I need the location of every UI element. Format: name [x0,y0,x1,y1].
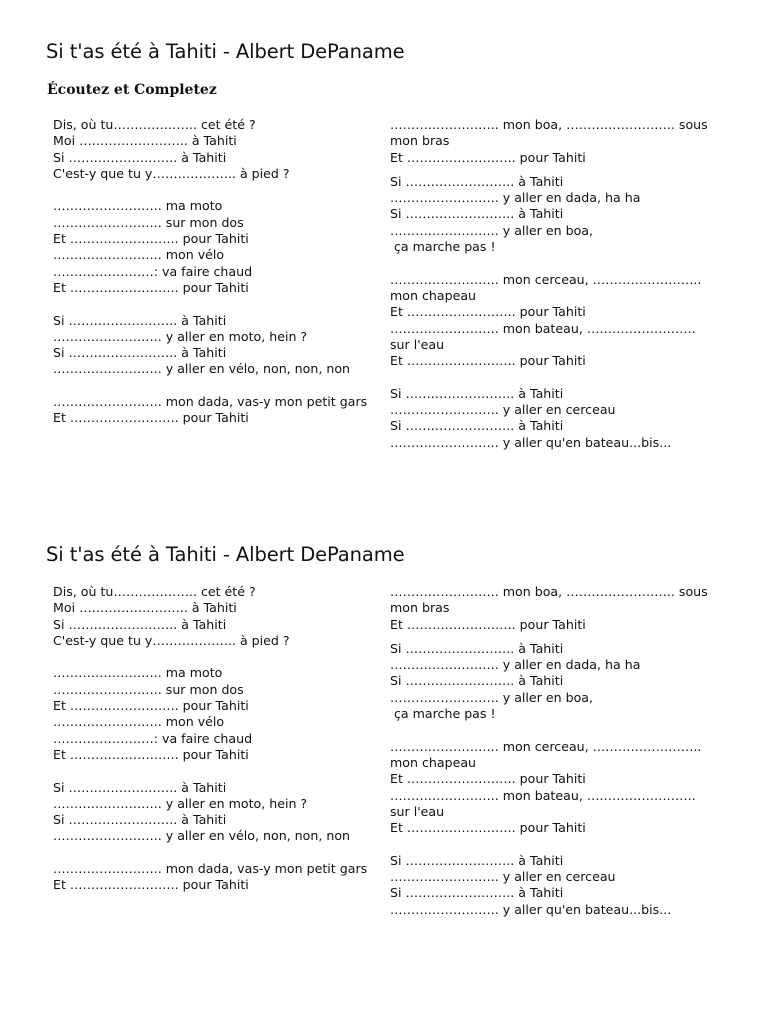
lyric-line: …………………….. y aller en moto, hein ? [53,328,308,344]
lyric-line: Dis, où tu……………….. cet été ? [53,117,256,132]
lyrics-right-column [390,584,710,918]
lyric-line: …………………….. sur mon dos [53,681,244,697]
lyric-line: Si …………………….. à Tahiti [390,206,564,222]
lyrics-right-column [390,117,710,451]
lyric-line: Si …………………….. à Tahiti [390,885,564,901]
lyric-line: Si …………………….. à Tahiti [53,616,227,632]
lyric-line: Si …………………….. à Tahiti [390,418,564,434]
lyric-line: Et …………………….. pour Tahiti [53,746,249,762]
lyric-line: …………………….. y aller en boa, [390,689,594,705]
stanza-gap [53,378,375,394]
lyric-line: ……………………: va faire chaud [53,263,253,279]
stanza-gap [390,255,710,271]
lyric-line: Et …………………….. pour Tahiti [53,231,249,247]
lyric-line: …………………….. y aller en dada, ha ha [390,190,641,206]
lyric-line: …………………….. y aller en dada, ha ha [390,657,641,673]
lyric-line: …………………….. y aller en vélo, non, non, non [53,361,351,377]
stanza-gap [53,296,375,312]
lyric-line: …………………….. mon cerceau, …………………….. mon chapeau [390,271,706,303]
stanza-gap [390,166,710,174]
lyric-line: Si …………………….. à Tahiti [390,385,564,401]
lyric-line: …………………….. sur mon dos [53,214,244,230]
stanza-gap [53,763,375,779]
lyric-line: …………………….. ma moto [53,665,223,681]
stanza-gap [390,369,710,385]
lyric-line: Et …………………….. pour Tahiti [53,279,249,295]
stanza-gap [53,649,375,665]
lyric-line: …………………….. mon boa, …………………….. sous mon bras [390,117,712,149]
lyric-line: …………………….. mon dada, vas-y mon petit gars [53,861,368,877]
lyric-line: …………………….. mon bateau, …………………….. sur l'eau [390,320,700,352]
lyric-line: …………………….. y aller en boa, [390,222,594,238]
lyrics-left-column [53,584,375,894]
lyric-line: Si …………………….. à Tahiti [390,852,564,868]
stanza-gap [390,836,710,852]
lyric-line: …………………….. mon vélo [53,714,225,730]
lyric-line: Si …………………….. à Tahiti [53,149,227,165]
lyric-line: …………………….. y aller en cerceau [390,402,616,418]
lyric-line: ……………………: va faire chaud [53,730,253,746]
lyric-line: ça marche pas ! [390,239,496,255]
worksheet-instructions: Écoutez et Completez [47,82,217,98]
lyric-line: …………………….. mon cerceau, …………………….. mon chapeau [390,738,706,770]
lyric-line: C'est-y que tu y……………….. à pied ? [53,165,290,181]
lyric-line: …………………….. y aller en moto, hein ? [53,795,308,811]
lyric-line: Et …………………….. pour Tahiti [390,616,586,632]
lyric-line: …………………….. y aller qu'en bateau...bis... [390,901,672,917]
lyric-line: Et …………………….. pour Tahiti [53,698,249,714]
lyric-line: Si …………………….. à Tahiti [390,640,564,656]
lyric-line: …………………….. mon vélo [53,247,225,263]
stanza-gap [390,722,710,738]
lyric-line: …………………….. mon boa, …………………….. sous mon bras [390,584,712,616]
lyric-line: …………………….. ma moto [53,198,223,214]
lyric-line: Si …………………….. à Tahiti [53,312,227,328]
lyric-line: Si …………………….. à Tahiti [390,173,564,189]
lyric-line: …………………….. y aller qu'en bateau...bis... [390,434,672,450]
lyric-line: C'est-y que tu y……………….. à pied ? [53,632,290,648]
lyric-line: Et …………………….. pour Tahiti [390,820,586,836]
lyrics-left-column [53,117,375,427]
stanza-gap [53,845,375,861]
lyric-line: …………………….. y aller en cerceau [390,869,616,885]
lyric-line: Et …………………….. pour Tahiti [390,771,586,787]
lyric-line: Et …………………….. pour Tahiti [390,304,586,320]
worksheet-title: Si t'as été à Tahiti - Albert DePaname [46,543,405,566]
lyric-line: Et …………………….. pour Tahiti [53,877,249,893]
lyric-line: Si …………………….. à Tahiti [53,345,227,361]
lyric-line: …………………….. y aller en vélo, non, non, non [53,828,351,844]
worksheet-title: Si t'as été à Tahiti - Albert DePaname [46,40,405,63]
stanza-gap [390,633,710,641]
lyric-line: Dis, où tu……………….. cet été ? [53,584,256,599]
lyric-line: Moi …………………….. à Tahiti [53,133,237,149]
lyric-line: …………………….. mon bateau, …………………….. sur l'eau [390,787,700,819]
lyric-line: Et …………………….. pour Tahiti [390,149,586,165]
lyric-line: …………………….. mon dada, vas-y mon petit gars [53,394,368,410]
lyric-line: ça marche pas ! [390,706,496,722]
lyric-line: Et …………………….. pour Tahiti [390,353,586,369]
lyric-line: Si …………………….. à Tahiti [53,779,227,795]
lyric-line: Si …………………….. à Tahiti [390,673,564,689]
lyric-line: Si …………………….. à Tahiti [53,812,227,828]
stanza-gap [53,182,375,198]
lyric-line: Moi …………………….. à Tahiti [53,600,237,616]
lyric-line: Et …………………….. pour Tahiti [53,410,249,426]
